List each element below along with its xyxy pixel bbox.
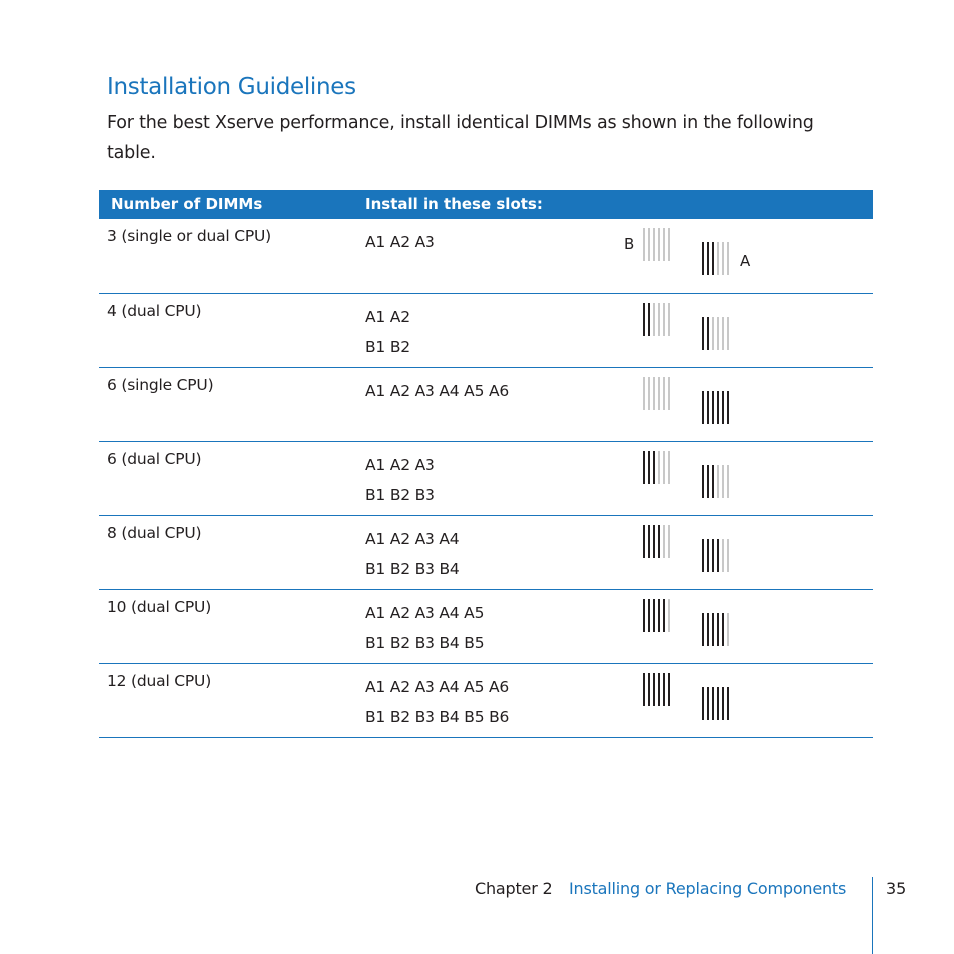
table-row [99,590,873,664]
dimm-slot-filled [717,391,719,424]
slot-line: B1 B2 B3 B4 [365,560,460,578]
dimm-slot-empty [658,303,660,336]
dimm-slot-filled [643,599,645,632]
dimm-slot-empty [648,228,650,261]
dimm-count: 8 (dual CPU) [107,524,202,542]
dimm-slot-filled [648,599,650,632]
slot-line: A1 A2 A3 [365,456,435,474]
slot-line: A1 A2 [365,308,410,326]
table-body [99,219,873,738]
bank-b-label: B [624,235,635,253]
footer-chapter: Chapter 2 [475,879,553,898]
dimm-slot-filled [643,451,645,484]
page-heading: Installation Guidelines [107,74,356,100]
dimm-slot-filled [648,303,650,336]
dimm-slot-filled [658,525,660,558]
bank-a-label: A [740,252,751,270]
dimm-slot-empty [727,242,729,275]
dimm-slot-empty [668,451,670,484]
dimm-slot-filled [717,687,719,720]
dimm-count: 6 (single CPU) [107,376,214,394]
slot-line: A1 A2 A3 A4 A5 A6 [365,678,510,696]
dimm-slot-empty [717,242,719,275]
dimm-slot-filled [702,391,704,424]
dimm-slot-empty [668,525,670,558]
dimm-slot-filled [717,539,719,572]
dimm-slot-filled [658,599,660,632]
dimm-count: 4 (dual CPU) [107,302,202,320]
dimm-count: 3 (single or dual CPU) [107,227,271,245]
slot-line: A1 A2 A3 A4 A5 A6 [365,382,510,400]
slot-list [365,672,509,732]
dimm-slot-empty [722,242,724,275]
slot-diagram [619,442,779,512]
dimm-count: 10 (dual CPU) [107,598,212,616]
slot-diagram [619,590,779,660]
dimm-slot-filled [702,539,704,572]
dimm-slot-empty [668,303,670,336]
slot-diagram [619,294,779,364]
dimm-slot-filled [653,673,655,706]
dimm-slot-filled [702,687,704,720]
dimm-slot-filled [707,465,709,498]
slot-diagram [619,516,779,586]
dimm-slot-empty [658,377,660,410]
dimm-slot-empty [653,377,655,410]
dimm-slot-empty [643,377,645,410]
dimm-slot-filled [643,303,645,336]
dimm-slot-filled [712,539,714,572]
dimm-slot-filled [668,673,670,706]
dimm-slot-filled [712,687,714,720]
dimm-slot-empty [653,303,655,336]
dimm-slot-filled [707,687,709,720]
dimm-slot-filled [702,242,704,275]
dimm-slot-empty [727,465,729,498]
dimm-slot-filled [727,391,729,424]
dimm-slot-empty [727,317,729,350]
dimm-slot-empty [727,613,729,646]
slot-line: B1 B2 [365,338,410,356]
dimm-slot-empty [722,465,724,498]
header-install-slots: Install in these slots: [365,195,543,213]
dimm-slot-filled [702,465,704,498]
dimm-slot-filled [722,687,724,720]
dimm-slot-filled [653,451,655,484]
dimm-slot-empty [658,451,660,484]
slot-list [365,524,460,584]
dimm-slot-filled [727,687,729,720]
dimm-slot-filled [722,613,724,646]
table-row [99,368,873,442]
dimm-slot-empty [668,377,670,410]
dimm-slot-empty [653,228,655,261]
dimm-slot-empty [712,317,714,350]
header-number-of-dimms: Number of DIMMs [111,195,263,213]
slot-line: A1 A2 A3 A4 [365,530,460,548]
slot-line: A1 A2 A3 A4 A5 [365,604,485,622]
dimm-slot-empty [722,539,724,572]
dimm-slot-empty [663,303,665,336]
dimm-slot-filled [663,673,665,706]
table-row [99,294,873,368]
dimm-slot-filled [707,317,709,350]
dimm-slot-empty [663,451,665,484]
dimm-slot-empty [663,228,665,261]
dimm-slot-filled [648,525,650,558]
dimm-slot-filled [648,673,650,706]
dimm-slot-empty [648,377,650,410]
dimm-slot-empty [722,317,724,350]
dimm-slot-filled [663,599,665,632]
slot-diagram [619,219,779,289]
dimm-slot-filled [707,613,709,646]
dimm-slot-filled [707,391,709,424]
dimm-slot-empty [717,465,719,498]
dimm-count: 12 (dual CPU) [107,672,212,690]
dimm-slot-filled [712,242,714,275]
footer-divider [872,877,873,954]
dimm-slot-filled [702,613,704,646]
dimm-slot-empty [663,525,665,558]
slot-list [365,227,435,257]
dimm-slot-filled [648,451,650,484]
dimm-slot-filled [707,242,709,275]
dimm-slot-filled [717,613,719,646]
slot-list [365,450,435,510]
dimm-slot-empty [658,228,660,261]
dimm-slot-filled [658,673,660,706]
dimm-slot-empty [717,317,719,350]
table-row [99,664,873,738]
footer-chapter-title: Installing or Replacing Components [569,879,847,898]
dimm-slot-empty [668,228,670,261]
dimm-slot-filled [712,613,714,646]
slot-list [365,598,484,658]
dimm-count: 6 (dual CPU) [107,450,202,468]
table-row [99,219,873,294]
dimm-slot-empty [643,228,645,261]
dimm-slot-empty [727,539,729,572]
dimm-slot-filled [643,525,645,558]
dimm-table [99,190,873,738]
slot-list [365,302,410,362]
table-header [99,190,873,219]
slot-line: B1 B2 B3 B4 B5 B6 [365,708,510,726]
intro-paragraph: For the best Xserve performance, install identical DIMMs as shown in the following table. [107,113,814,163]
dimm-slot-filled [643,673,645,706]
dimm-slot-filled [712,465,714,498]
dimm-slot-filled [653,599,655,632]
dimm-slot-empty [668,599,670,632]
dimm-slot-empty [663,377,665,410]
table-row [99,516,873,590]
dimm-slot-filled [712,391,714,424]
page-number: 35 [886,879,907,898]
slot-line: B1 B2 B3 B4 B5 [365,634,485,652]
slot-line: A1 A2 A3 [365,233,435,251]
slot-diagram [619,368,779,438]
dimm-slot-filled [707,539,709,572]
dimm-slot-filled [722,391,724,424]
dimm-slot-filled [653,525,655,558]
slot-line: B1 B2 B3 [365,486,435,504]
dimm-slot-filled [702,317,704,350]
slot-diagram [619,664,779,734]
slot-list [365,376,509,406]
table-row [99,442,873,516]
